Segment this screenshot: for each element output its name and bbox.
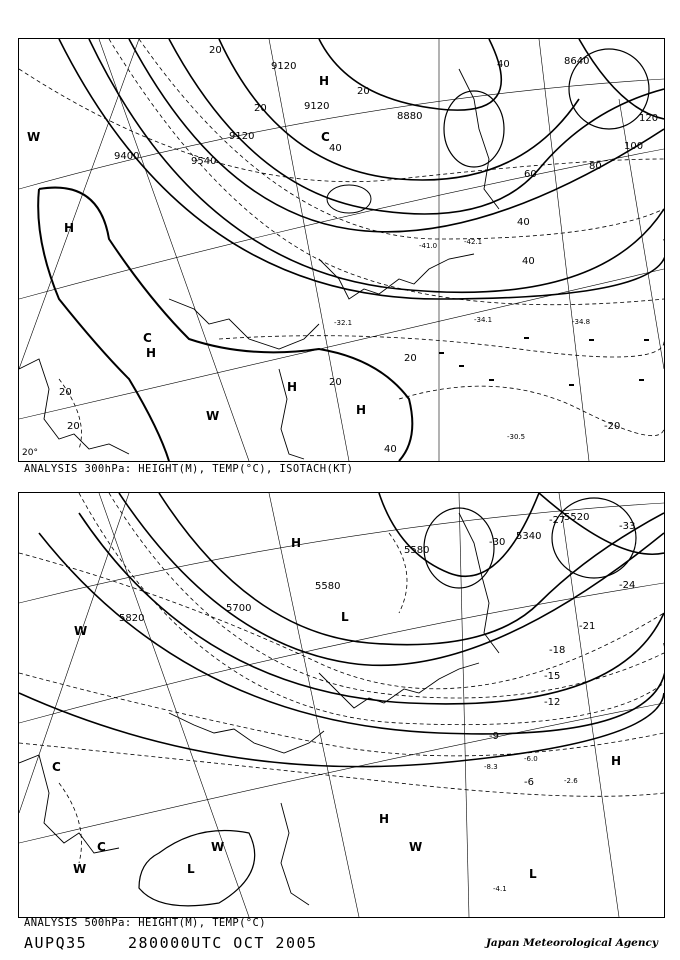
pressure-center: C [52,760,61,774]
height-label: 8640 [564,56,590,67]
pressure-center: W [206,409,220,423]
temp-label: -9 [489,731,499,742]
pressure-center: W [211,840,225,854]
isotach-label: 40 [497,59,510,70]
height-label: 5820 [119,613,145,624]
isotach-label: 20 [254,103,267,114]
height-label: 5700 [226,603,252,614]
isotach-label: 20 [357,86,370,97]
closed-contour [552,498,636,578]
pressure-center: C [143,331,152,345]
pressure-center: H [64,221,75,235]
temp-label-group [489,515,635,788]
isotach-label: 20 [329,377,342,388]
chart-id: AUPQ35 [24,934,88,952]
isotach-label: 120 [639,113,659,124]
height-label: 9120 [271,61,297,72]
pressure-center: H [291,536,302,550]
pressure-center: H [356,403,367,417]
pressure-center: W [27,130,41,144]
isotach-label: 40 [329,143,342,154]
analysis-300hpa-panel [18,38,665,462]
isotach-label: 40 [384,444,397,455]
agency-credit: Japan Meteorological Agency [485,937,658,949]
grid-lines [19,493,664,917]
closed-contour [444,91,504,167]
station-temp: -2.6 [564,777,578,785]
station-temp: -41.0 [419,242,438,250]
wind-markers [439,337,649,386]
station-temp: -32.1 [334,319,353,327]
station-temp: -34.8 [572,318,591,326]
coastline [19,69,499,459]
isotach-label-group [59,45,658,455]
height-label: 5520 [564,512,590,523]
station-temp-group [334,238,590,441]
closed-contour [327,185,371,213]
height-label-group [119,512,589,624]
panel-caption-300hpa: ANALYSIS 300hPa: HEIGHT(M), TEMP(°C), ISOTACH(KT) [24,463,354,475]
height-label-group [114,56,589,167]
temp-label: -15 [544,671,561,682]
pressure-center: W [73,862,87,876]
temp-label: -6 [524,777,534,788]
temp-label: -12 [544,697,561,708]
temp-label: -24 [619,580,636,591]
valid-time: 280000UTC OCT 2005 [128,934,318,952]
pressure-center: W [74,624,88,638]
panel-caption-500hpa: ANALYSIS 500hPa: HEIGHT(M), TEMP(°C) [24,917,266,929]
height-label: 9120 [304,101,330,112]
temp-label: -21 [579,621,596,632]
station-temp: -4.1 [493,885,507,893]
isotach-label: 40 [517,217,530,228]
isotach-label: 100 [624,141,644,152]
station-temp: -42.1 [464,238,483,246]
height-label: 5340 [516,531,542,542]
pressure-center: H [611,754,622,768]
station-temp: -30.5 [507,433,526,441]
pressure-center: H [287,380,298,394]
pressure-center-group [27,74,366,423]
height-label: 8880 [397,111,423,122]
station-temp: -8.3 [484,763,498,771]
isotach-label: 80 [589,161,602,172]
height-label: 9540 [191,156,217,167]
isotach-label: 60 [524,169,537,180]
temp-label: -27 [549,515,566,526]
pressure-center: H [379,812,390,826]
height-label: 5580 [404,545,430,556]
isotach-label: -20 [604,421,621,432]
station-temp: -34.1 [474,316,493,324]
isotach-label: 40 [522,256,535,267]
height-label: 9400 [114,151,140,162]
analysis-500hpa-panel [18,492,665,918]
pressure-center: C [97,840,106,854]
temp-label: -33 [619,521,636,532]
height-contours [59,39,664,299]
pressure-center: W [409,840,423,854]
pressure-center: H [146,346,157,360]
temp-label: -18 [549,645,566,656]
isotherm-lines [19,493,664,863]
isotach-label: 20 [404,353,417,364]
pressure-center: L [187,862,195,876]
closed-contour [139,831,255,906]
isotach-contour [38,188,412,461]
coastline [19,513,499,905]
pressure-center: C [321,130,330,144]
station-temp: -6.0 [524,755,538,763]
height-label: 9120 [229,131,255,142]
map-300hpa [19,39,664,461]
height-label: 5580 [315,581,341,592]
isotach-label: 20 [59,387,72,398]
corner-latitude-label: 20° [22,448,38,458]
pressure-center: H [319,74,330,88]
isotach-label: 20 [67,421,80,432]
height-contours [19,493,664,767]
temp-label: -30 [489,537,506,548]
pressure-center: L [341,610,349,624]
pressure-center: L [529,867,537,881]
isotach-label: 20 [209,45,222,56]
map-500hpa [19,493,664,917]
